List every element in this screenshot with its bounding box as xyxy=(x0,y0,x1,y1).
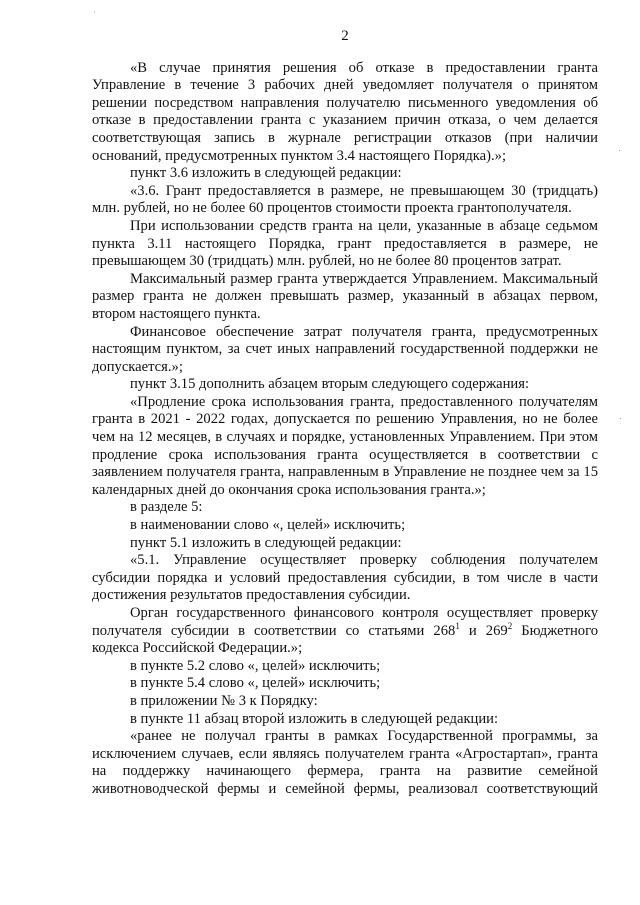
paragraph-item-3-6-intro: пункт 3.6 изложить в следующей редакции: xyxy=(130,165,402,182)
paragraph-item-11-intro: в пункте 11 абзац второй изложить в следующей редакции: xyxy=(130,710,499,727)
paragraph-financing: Финансовое обеспечение затрат получателя гранта, предусмотренных настоящим пунктом, за счет иных направлений государственной поддержки не допускается.»; xyxy=(92,323,598,375)
paragraph-item-5-1-intro: пункт 5.1 изложить в следующей редакции: xyxy=(130,534,402,551)
paragraph-title-change: в наименовании слово «, целей» исключить; xyxy=(130,517,406,534)
control-text-before: Орган государственного финансового контроля осуществляет проверку получателя субсидии в соответствии со статьями 268 xyxy=(92,605,598,639)
paragraph-item-11-text: «ранее не получал гранты в рамках Государственной программы, за исключением случаев, если являясь получателем гранта «Агростартап», гранта на поддержку начинающего фермера, гранта на развитие семейной животноводческой фермы и семейной фермы, реализовал соответствующий xyxy=(92,728,598,797)
scan-speck xyxy=(619,150,620,151)
control-text-after: Бюджетного кодекса Российской Федерации.»; xyxy=(92,622,599,657)
control-text-middle: и 269 xyxy=(459,622,508,639)
paragraph-item-3-15-intro: пункт 3.15 дополнить абзацем вторым следующего содержания: xyxy=(130,376,530,393)
article-268-superscript: 1 xyxy=(455,620,460,631)
scan-speck xyxy=(94,12,95,13)
paragraph-item-5-1-text: «5.1. Управление осуществляет проверку соблюдения получателем субсидии порядка и условий предоставления субсидии, в том числе в части достижения результатов предоставления субсидии. xyxy=(92,552,598,604)
document-page xyxy=(92,28,598,799)
paragraph-item-5-4: в пункте 5.4 слово «, целей» исключить; xyxy=(130,675,381,692)
scan-speck xyxy=(620,418,621,419)
paragraph-refusal-notice: «В случае принятия решения об отказе в предоставлении гранта Управление в течение 3 рабочих дней уведомляет получателя о принятом решении посредством направления получателю письменного уведомления об отказе в предоставлении гранта с указанием причин отказа, о чем делается соответствующая запись в журнале регистрации отказов (при наличии оснований, предусмотренных пунктом 3.4 настоящего Порядка).»; xyxy=(92,59,598,164)
page-number: 2 xyxy=(341,28,349,44)
paragraph-item-5-2: в пункте 5.2 слово «, целей» исключить; xyxy=(130,657,381,674)
paragraph-control-body xyxy=(92,605,598,658)
article-269-superscript: 2 xyxy=(507,620,513,631)
paragraph-grant-use: При использовании средств гранта на цели, указанные в абзаце седьмом пункта 3.11 настоящего Порядка, грант предоставляется в размере, не превышающем 30 (тридцать) млн. рублей, но не более 80 процентов затрат. xyxy=(92,217,598,270)
paragraph-item-3-6-grant-size: «3.6. Грант предоставляется в размере, не превышающем 30 (тридцать) млн. рублей, но не более 60 процентов стоимости проекта грантополучателя. xyxy=(92,182,598,217)
paragraph-grant-extension: «Продление срока использования гранта, предоставленного получателям гранта в 2021 - 2022 годах, допускается по решению Управления, но не более чем на 12 месяцев, в случаях и порядке, установленных Управлением. При этом продление срока использования гранта осуществляется в соответствии с заявлением получателя гранта, направленным в Управление не позднее чем за 15 календарных дней до окончания срока использования гранта.»; xyxy=(92,393,598,498)
paragraph-max-grant: Максимальный размер гранта утверждается Управлением. Максимальный размер гранта не должен превышать размер, указанный в абзацах первом, втором настоящего пункта. xyxy=(92,270,598,322)
paragraph-section-5: в разделе 5: xyxy=(130,499,203,516)
paragraph-appendix-3: в приложении № 3 к Порядку: xyxy=(130,692,318,709)
